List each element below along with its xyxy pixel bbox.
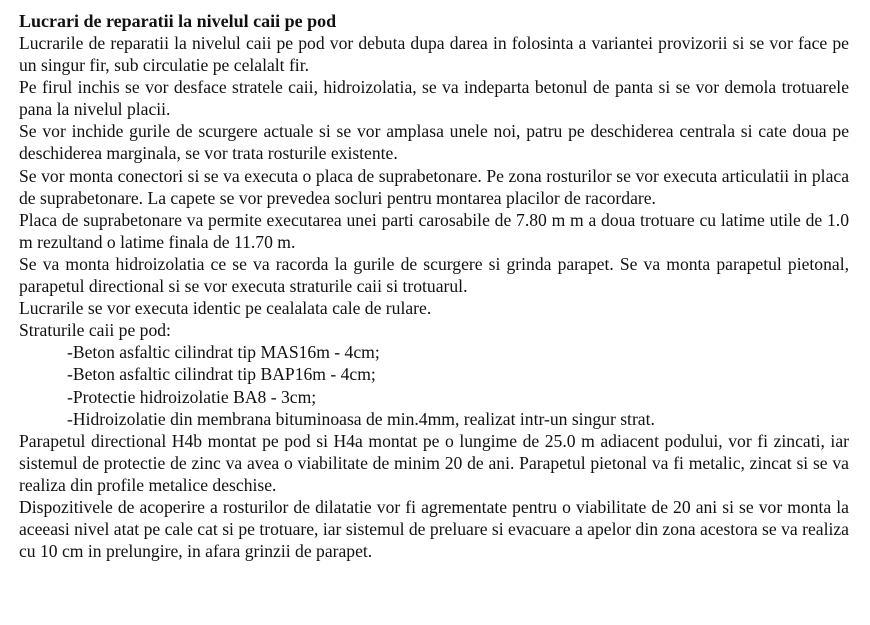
paragraph-waterproofing: Se va monta hidroizolatia ce se va racorda la gurile de scurgere si grinda parapet. Se va monta parapetul pietonal, parapetul directional si se vor executa straturile caii si trotuarul. (19, 253, 849, 297)
list-item: -Beton asfaltic cilindrat tip MAS16m - 4cm; (67, 342, 380, 363)
paragraph-parapets: Parapetul directional H4b montat pe pod si H4a montat pe o lungime de 25.0 m adiacent podului, vor fi zincati, iar sistemul de protectie de zinc va avea o viabilitate de minim 20 de ani. Parapetul pietonal va fi metalic, zincat si se va realiza din profile metalice deschise. (19, 430, 849, 495)
list-item: -Hidroizolatie din membrana bituminoasa de min.4mm, realizat intr-un singur strat. (67, 408, 655, 429)
list-item: -Protectie hidroizolatie BA8 - 3cm; (67, 386, 317, 407)
paragraph-expansion-joints: Dispozitivele de acoperire a rosturilor de dilatatie vor fi agrementate pentru o viabilitate de 20 ani si se vor monta la aceeasi nivel atat pe cale cat si pe trotuare, iar sistemul de preluare si evacuare a apelor din zona acestora se va realiza cu 10 cm in prelungire, in afara grinzii de parapet. (19, 496, 849, 562)
document-title: Lucrari de reparatii la nivelul caii pe pod (19, 11, 337, 31)
paragraph-start-of-works: Lucrarile de reparatii la nivelul caii pe pod vor debuta dupa darea in folosinta a variantei provizorii si se vor face pe un singur fir, sub circulatie pe celalalt fir. (19, 33, 849, 76)
document-page (19, 10, 849, 562)
paragraph-slab-width: Placa de suprabetonare va permite executarea unei parti carosabile de 7.80 m m a doua trotuare cu latime utile de 1.0 m rezultand o latime finala de 11.70 m. (19, 209, 849, 252)
paragraph-drainage: Se vor inchide gurile de scurgere actuale si se vor amplasa unele noi, patru pe deschiderea centrala si cate doua pe deschiderea marginala, se vor trata rosturile existente. (19, 121, 849, 164)
paragraph-demolition: Pe firul inchis se vor desface stratele caii, hidroizolatia, se va indeparta betonul de panta si se vor demola trotuarele pana la nivelul placii. (19, 77, 849, 120)
layers-list (19, 341, 849, 429)
paragraph-other-lane: Lucrarile se vor executa identic pe cealalata cale de rulare. (19, 298, 432, 319)
paragraph-connectors: Se vor monta conectori si se va executa o placa de suprabetonare. Pe zona rosturilor se vor executa articulatii in placa de suprabetonare. La capete se vor prevedea socluri pentru montarea placilor de racordare. (19, 165, 849, 208)
list-item: -Beton asfaltic cilindrat tip BAP16m - 4cm; (67, 364, 376, 385)
layers-heading: Straturile caii pe pod: (19, 320, 171, 341)
